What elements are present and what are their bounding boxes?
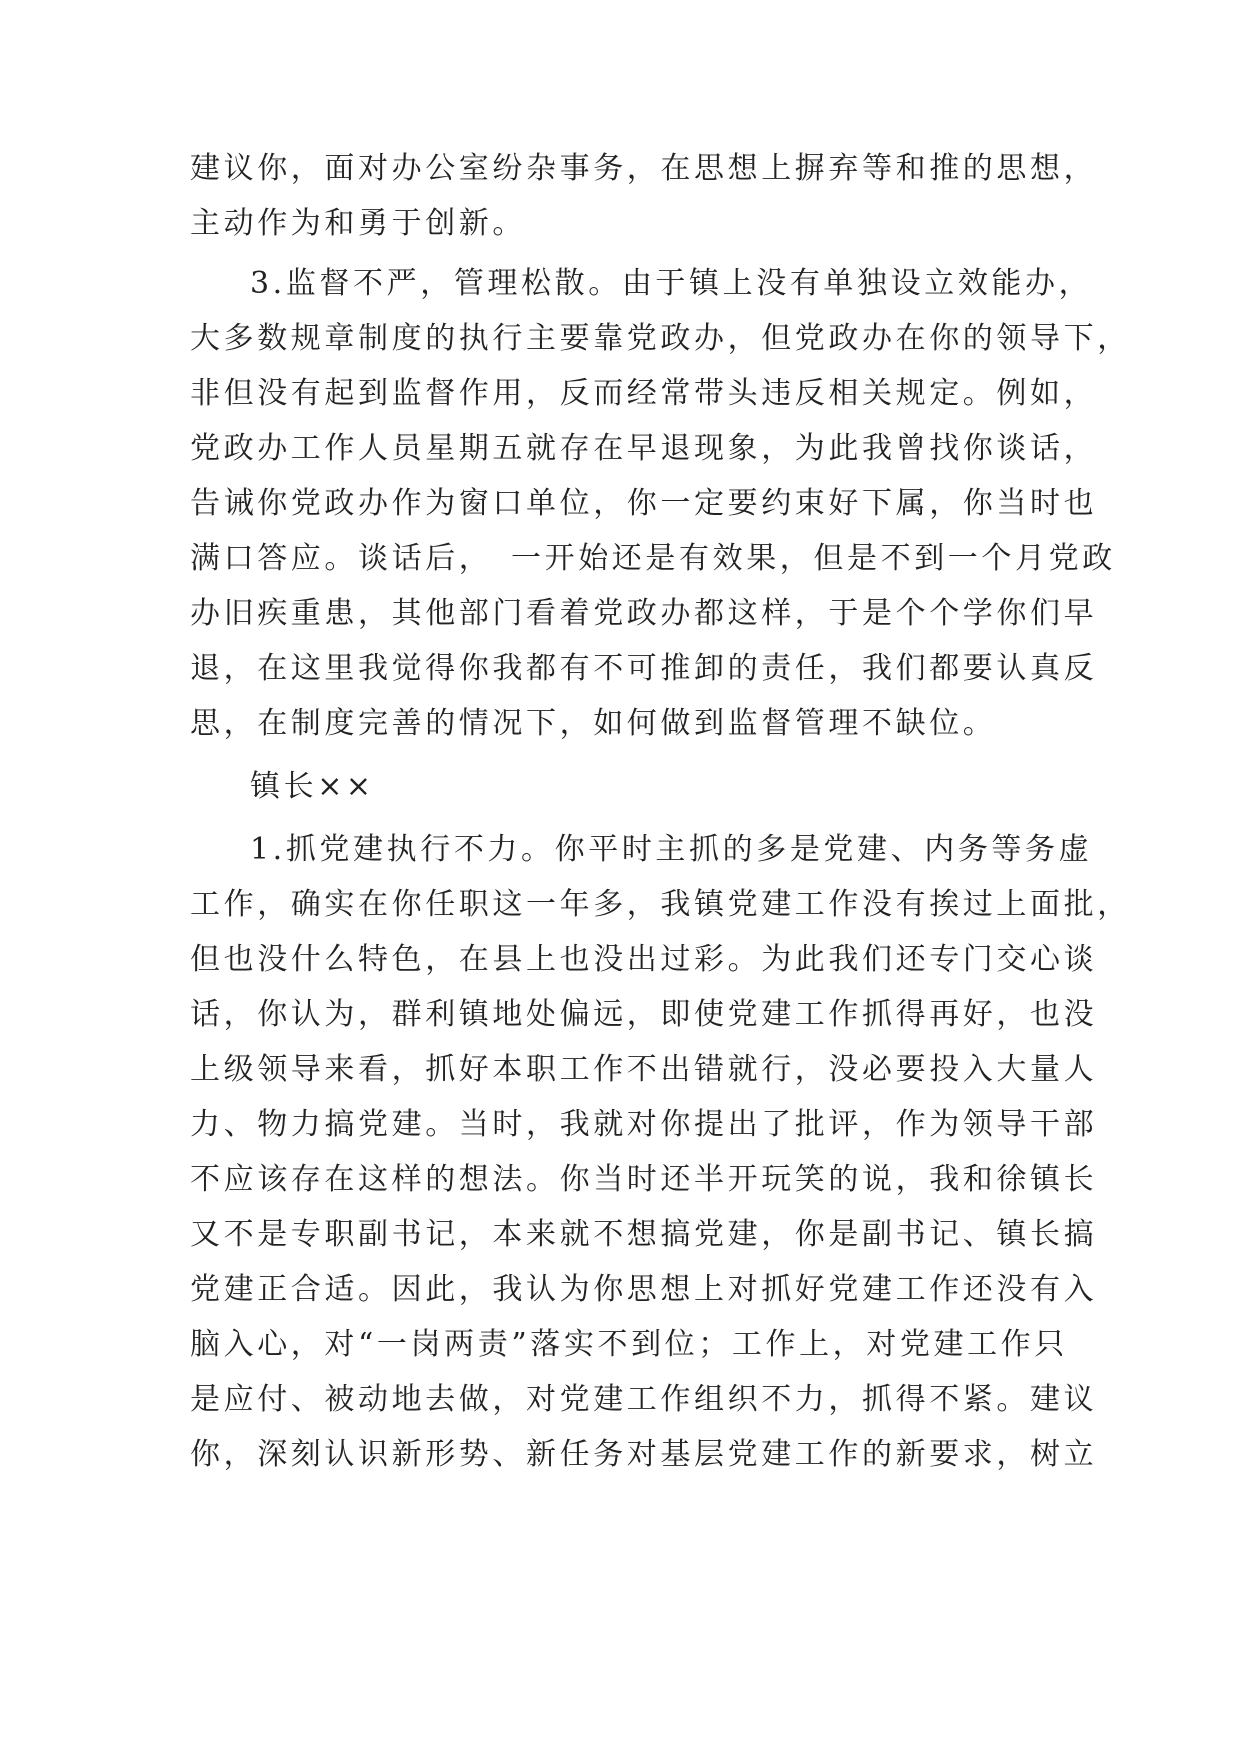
text-line: 告诫你党政办作为窗口单位，你一定要约束好下属，你当时也: [190, 486, 1098, 521]
text-line: 办旧疾重患，其他部门看着党政办都这样，于是个个学你们早: [190, 596, 1098, 631]
text-line: 是应付、被动地去做，对党建工作组织不力，抓得不紧。建议: [190, 1382, 1098, 1417]
text-line: 你，深刻认识新形势、新任务对基层党建工作的新要求，树立: [190, 1437, 1098, 1472]
text-line: 非但没有起到监督作用，反而经常带头违反相关规定。例如，: [190, 376, 1098, 411]
text-line: 力、物力搞党建。当时，我就对你提出了批评，作为领导干部: [190, 1107, 1098, 1142]
paragraph-start-line: 3.监督不严，管理松散。由于镇上没有单独设立效能办，: [250, 266, 1093, 301]
text-line: 满口答应。谈话后， 一开始还是有效果，但是不到一个月党政: [190, 541, 1116, 576]
section-heading: 镇长××: [250, 769, 375, 804]
text-line: 不应该存在这样的想法。你当时还半开玩笑的说，我和徐镇长: [190, 1162, 1098, 1197]
text-line: 工作，确实在你任职这一年多，我镇党建工作没有挨过上面批，: [190, 887, 1131, 922]
text-line: 但也没什么特色，在县上也没出过彩。为此我们还专门交心谈: [190, 942, 1098, 977]
document-body: [190, 141, 1131, 1482]
paragraph-start-line: 1.抓党建执行不力。你平时主抓的多是党建、内务等务虚: [250, 832, 1093, 867]
text-line: 大多数规章制度的执行主要靠党政办，但党政办在你的领导下，: [190, 321, 1131, 356]
text-line: 又不是专职副书记，本来就不想搞党建，你是副书记、镇长搞: [190, 1217, 1098, 1252]
text-line: 党政办工作人员星期五就存在早退现象，为此我曾找你谈话，: [190, 431, 1098, 466]
text-line: 上级领导来看，抓好本职工作不出错就行，没必要投入大量人: [190, 1052, 1098, 1087]
text-line: 话，你认为，群利镇地处偏远，即使党建工作抓得再好，也没: [190, 997, 1098, 1032]
text-line: 思，在制度完善的情况下，如何做到监督管理不缺位。: [190, 706, 997, 741]
text-line: 党建正合适。因此，我认为你思想上对抓好党建工作还没有入: [190, 1272, 1098, 1307]
text-line: 建议你，面对办公室纷杂事务，在思想上摒弃等和推的思想，: [190, 151, 1098, 186]
text-line: 脑入心，对“一岗两责”落实不到位；工作上，对党建工作只: [190, 1327, 1068, 1362]
text-line: 退，在这里我觉得你我都有不可推卸的责任，我们都要认真反: [190, 651, 1098, 686]
text-line: 主动作为和勇于创新。: [190, 206, 526, 241]
